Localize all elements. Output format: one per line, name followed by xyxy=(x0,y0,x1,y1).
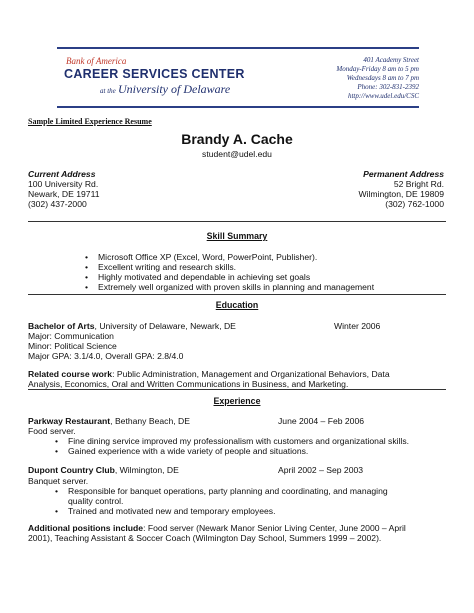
skills-heading: Skill Summary xyxy=(206,231,268,241)
section-divider xyxy=(28,389,446,390)
candidate-email: student@udel.edu xyxy=(202,149,272,159)
section-divider xyxy=(28,294,446,295)
education-heading: Education xyxy=(215,300,259,310)
school-name: , University of Delaware, Newark, DE xyxy=(94,321,236,331)
job-location: , Wilmington, DE xyxy=(114,465,179,475)
skill-item: • Highly motivated and dependable in achieving set goals xyxy=(98,272,374,282)
skill-item: • Microsoft Office XP (Excel, Word, PowerPoint, Publisher). xyxy=(98,252,374,262)
logo-bank-text: Bank of America xyxy=(66,56,127,66)
address-line: Wednesdays 8 am to 7 pm xyxy=(346,74,419,82)
permanent-address-phone: (302) 762-1000 xyxy=(385,199,444,209)
coursework-text: : Public Administration, Management and Organizational Behaviors, Data xyxy=(112,369,390,379)
job-title: Food server. xyxy=(28,426,76,436)
job-header xyxy=(28,416,190,426)
permanent-address-line1: 52 Bright Rd. xyxy=(393,179,444,189)
coursework-line1 xyxy=(28,369,390,379)
address-line: Phone: 302-831-2392 xyxy=(357,83,419,91)
job-bullet: • Responsible for banquet operations, party planning and coordinating, and managing quality control. xyxy=(68,486,398,506)
degree-line xyxy=(28,321,236,331)
job-bullets xyxy=(68,436,409,456)
current-address-phone: (302) 437-2000 xyxy=(28,199,87,209)
letterhead-top-rule xyxy=(57,47,419,49)
permanent-address xyxy=(358,169,444,209)
current-address-heading: Current Address xyxy=(28,169,96,179)
additional-label: Additional positions include xyxy=(28,523,144,533)
current-address-line1: 100 University Rd. xyxy=(28,179,99,189)
skill-item: • Excellent writing and research skills. xyxy=(98,262,374,272)
job-employer: Parkway Restaurant xyxy=(28,416,111,426)
gpa: Major GPA: 3.1/4.0, Overall GPA: 2.8/4.0 xyxy=(28,351,184,361)
job-location: , Bethany Beach, DE xyxy=(110,416,190,426)
experience-heading: Experience xyxy=(213,396,261,406)
degree-name: Bachelor of Arts xyxy=(28,321,95,331)
job-dates: April 2002 – Sep 2003 xyxy=(278,465,364,475)
doc-label: Sample Limited Experience Resume xyxy=(28,117,152,126)
job-employer: Dupont Country Club xyxy=(28,465,115,475)
current-address xyxy=(28,169,100,209)
coursework-label: Related course work xyxy=(28,369,113,379)
candidate-name: Brandy A. Cache xyxy=(181,131,293,147)
job-bullet: • Trained and motivated new and temporary employees. xyxy=(68,506,398,516)
job-title: Banquet server. xyxy=(28,476,89,486)
job-header xyxy=(28,465,179,475)
logo-university xyxy=(100,82,230,97)
job-bullets xyxy=(68,486,398,516)
skills-list xyxy=(98,252,374,292)
additional-positions xyxy=(28,523,426,543)
job-dates: June 2004 – Feb 2006 xyxy=(278,416,365,426)
job-bullet: • Fine dining service improved my professionalism with customers and organizational skills. xyxy=(68,436,409,446)
current-address-line2: Newark, DE 19711 xyxy=(28,189,100,199)
graduation-date: Winter 2006 xyxy=(334,321,381,331)
logo-career-services: CAREER SERVICES CENTER xyxy=(64,67,245,81)
center-address-block xyxy=(336,56,419,101)
major: Major: Communication xyxy=(28,331,114,341)
address-line: http://www.udel.edu/CSC xyxy=(347,92,419,100)
address-line: Monday-Friday 8 am to 5 pm xyxy=(336,65,419,73)
permanent-address-line2: Wilmington, DE 19809 xyxy=(358,189,444,199)
coursework-line2: Analysis, Economics, Oral and Written Communications in Business, and Marketing. xyxy=(28,379,349,389)
permanent-address-heading: Permanent Address xyxy=(363,169,444,179)
skill-item: • Extremely well organized with proven skills in planning and management xyxy=(98,282,374,292)
job-bullet: • Gained experience with a wide variety of people and situations. xyxy=(68,446,409,456)
additional-text: : Food server (Newark Manor Senior Living Center, June 2000 – April 2001), Teaching Assistant & Soccer Coach (Wilmington Day School, Summers 1999 – 2002). xyxy=(28,523,406,543)
address-line: 401 Academy Street xyxy=(363,56,419,64)
logo-at-the: at the xyxy=(100,87,116,95)
letterhead-bottom-rule xyxy=(57,106,419,108)
logo-university-name: University of Delaware xyxy=(118,82,231,96)
minor: Minor: Political Science xyxy=(28,341,117,351)
section-divider xyxy=(28,221,446,222)
